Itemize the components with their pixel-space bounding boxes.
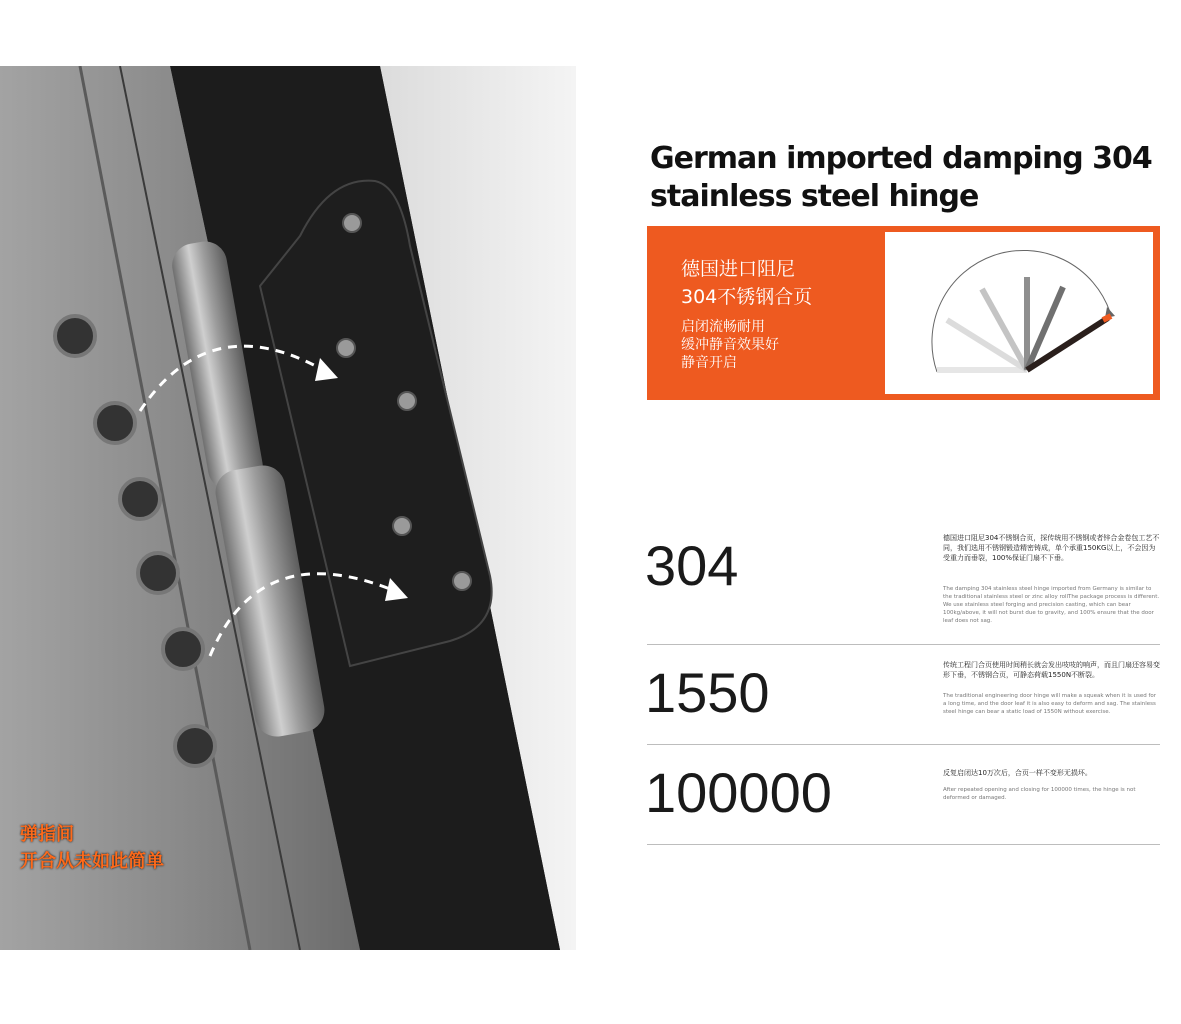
title-line1: German imported damping 304 [650,141,1152,176]
stat-desc-cn-1550: 传统工程门合页使用时间稍长就会发出吱吱的响声，而且门扇还容易变形下垂，不锈钢合页，可静态荷载1550N不断裂。 [943,661,1160,679]
banner-sub-line2: 缓冲静音效果好 [681,337,779,353]
divider [647,644,1160,645]
door-swing-diagram [885,232,1153,394]
hinge-photo [0,66,576,950]
stat-desc-en-304: The damping 304 stainless steel hinge imported from Germany is similar to the traditional stainless steel or zinc alloy rollThe package process is different. We use stainless steel forging and precision casting, which can bear 100kg/above, it will not burst due to gravity, and 100% ensure that the door leaf does not sag. [943,586,1160,624]
door-swing-icon [885,232,1153,394]
stat-number-304: 304 [645,534,739,597]
banner-sub-line1: 启闭流畅耐用 [681,319,765,335]
photo-caption-line1: 弹指间 [20,824,74,845]
banner-heading-line1: 德国进口阻尼 [681,258,796,280]
stat-number-1550: 1550 [645,661,770,724]
page-title [650,140,1170,216]
divider [647,844,1160,845]
stat-desc-en-1550: The traditional engineering door hinge will make a squeak when it is used for a long time, and the door leaf it is also easy to deform and sag. The stainless steel hinge can bear a static load of 1550N without exercise. [943,693,1157,715]
stat-number-100000: 100000 [645,761,832,824]
stat-desc-cn-100000: 反复启闭达10万次后，合页一样不变形无损坏。 [943,769,1092,777]
banner-sub-line3: 静音开启 [681,355,737,371]
divider [647,744,1160,745]
photo-caption-line2: 开合从未如此简单 [20,851,164,872]
banner-heading-line2: 304不锈钢合页 [681,286,813,308]
stat-desc-cn-304: 德国进口阻尼304不锈钢合页，採传统用不锈钢或者锌合金卷包工艺不同，我们选用不锈钢锻造精密铸成，单个承重150KG以上，不会因为受重力而垂裂，100%保证门扇不下垂。 [943,534,1160,562]
hinge-illustration [0,66,576,950]
stat-desc-en-100000: After repeated opening and closing for 100000 times, the hinge is not deformed or damaged. [943,787,1136,801]
title-line2: stainless steel hinge [650,179,979,214]
feature-banner [647,226,1160,400]
